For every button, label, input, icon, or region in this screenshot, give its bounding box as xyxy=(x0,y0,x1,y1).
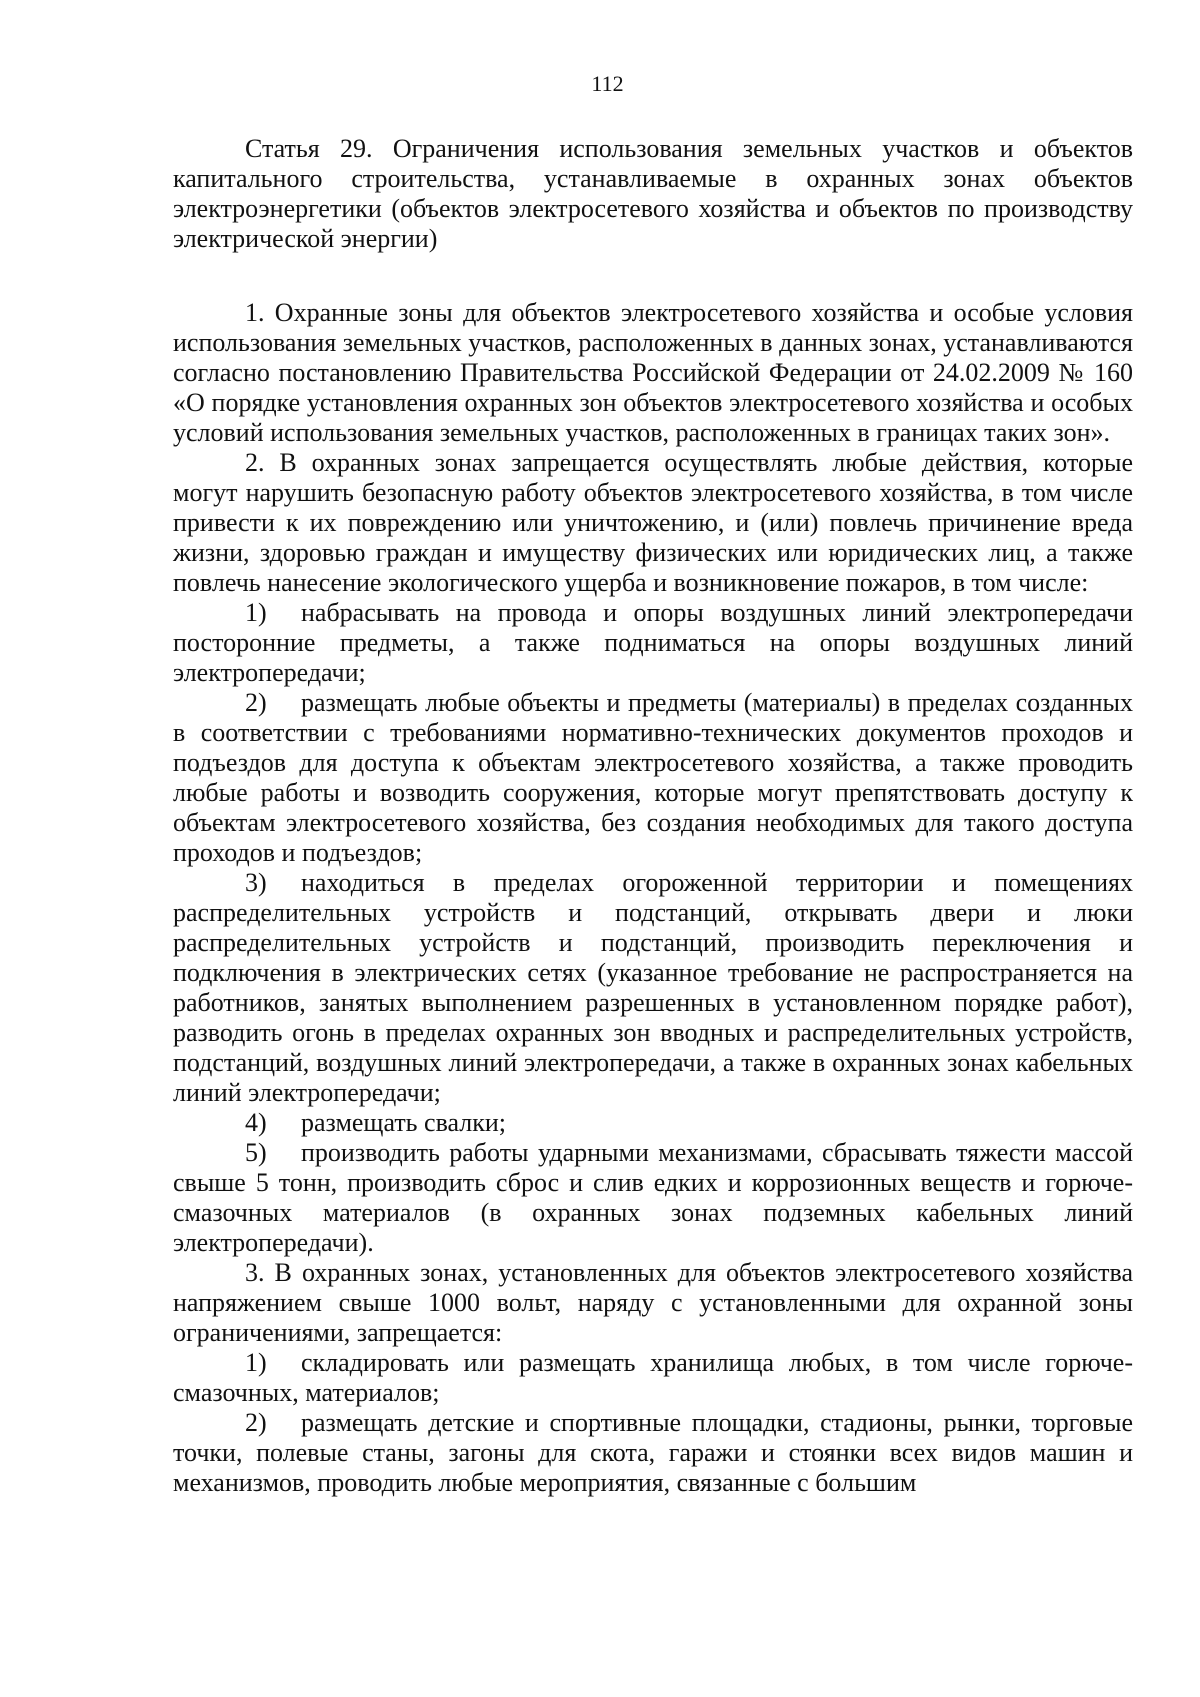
article-body xyxy=(173,298,1133,1498)
list-item-number: 4) xyxy=(245,1108,267,1137)
list-item-text: производить работы ударными механизмами, сбрасывать тяжести массой свыше 5 тонн, производить сброс и слив едких и коррозионных веществ и горюче-смазочных материалов (в охранных зонах подземных кабельных линий электропередачи). xyxy=(173,1138,1133,1257)
list-item-number: 1) xyxy=(245,1348,267,1377)
list-item xyxy=(173,868,1133,1108)
list-item-number: 5) xyxy=(245,1138,267,1167)
list-item xyxy=(173,1138,1133,1258)
list-item-text: набрасывать на провода и опоры воздушных линий электропередачи посторонние предметы, а также подниматься на опоры воздушных линий электропередачи; xyxy=(173,598,1133,687)
list-item xyxy=(173,1108,1133,1138)
list-item-number: 2) xyxy=(245,1408,267,1437)
article-heading: Статья 29. Ограничения использования земельных участков и объектов капитального строительства, устанавливаемые в охранных зонах объектов электроэнергетики (объектов электросетевого хозяйства и объектов по производству электрической энергии) xyxy=(173,134,1133,253)
paragraph-1: 1. Охранные зоны для объектов электросетевого хозяйства и особые условия использования земельных участков, расположенных в данных зонах, устанавливаются согласно постановлению Правительства Российской Федерации от 24.02.2009 № 160 «О порядке установления охранных зон объектов электросетевого хозяйства и особых условий использования земельных участков, расположенных в границах таких зон». xyxy=(173,298,1133,447)
list-item-number: 3) xyxy=(245,868,267,897)
list-item xyxy=(173,1348,1133,1408)
list-item-text: складировать или размещать хранилища любых, в том числе горюче-смазочных, материалов; xyxy=(173,1348,1133,1407)
list-item-text: размещать детские и спортивные площадки, стадионы, рынки, торговые точки, полевые станы, загоны для скота, гаражи и стоянки всех видов машин и механизмов, проводить любые мероприятия, связанные с большим xyxy=(173,1408,1133,1497)
list-item xyxy=(173,1408,1133,1498)
paragraph-3: 3. В охранных зонах, установленных для объектов электросетевого хозяйства напряжением свыше 1000 вольт, наряду с установленными для охранной зоны ограничениями, запрещается: xyxy=(173,1258,1133,1347)
list-item-text: размещать свалки; xyxy=(301,1108,507,1137)
article-heading-block xyxy=(173,134,1133,254)
list-item-number: 2) xyxy=(245,688,267,717)
list-item-text: находиться в пределах огороженной территории и помещениях распределительных устройств и подстанций, открывать двери и люки распределительных устройств и подстанций, производить переключения и подключения в электрических сетях (указанное требование не распространяется на работников, занятых выполнением разрешенных в установленном порядке работ), разводить огонь в пределах охранных зон вводных и распределительных устройств, подстанций, воздушных линий электропередачи, а также в охранных зонах кабельных линий электропередачи; xyxy=(173,868,1133,1107)
page-number: 112 xyxy=(591,71,624,96)
list-item xyxy=(173,688,1133,868)
list-item xyxy=(173,598,1133,688)
paragraph-2: 2. В охранных зонах запрещается осуществлять любые действия, которые могут нарушить безопасную работу объектов электросетевого хозяйства, в том числе привести к их повреждению или уничтожению, и (или) повлечь причинение вреда жизни, здоровью граждан и имуществу физических или юридических лиц, а также повлечь нанесение экологического ущерба и возникновение пожаров, в том числе: xyxy=(173,448,1133,597)
list-item-number: 1) xyxy=(245,598,267,627)
list-item-text: размещать любые объекты и предметы (материалы) в пределах созданных в соответствии с требованиями нормативно-технических документов проходов и подъездов для доступа к объектам электросетевого хозяйства, а также проводить любые работы и возводить сооружения, которые могут препятствовать доступу к объектам электросетевого хозяйства, без создания необходимых для такого доступа проходов и подъездов; xyxy=(173,688,1133,867)
